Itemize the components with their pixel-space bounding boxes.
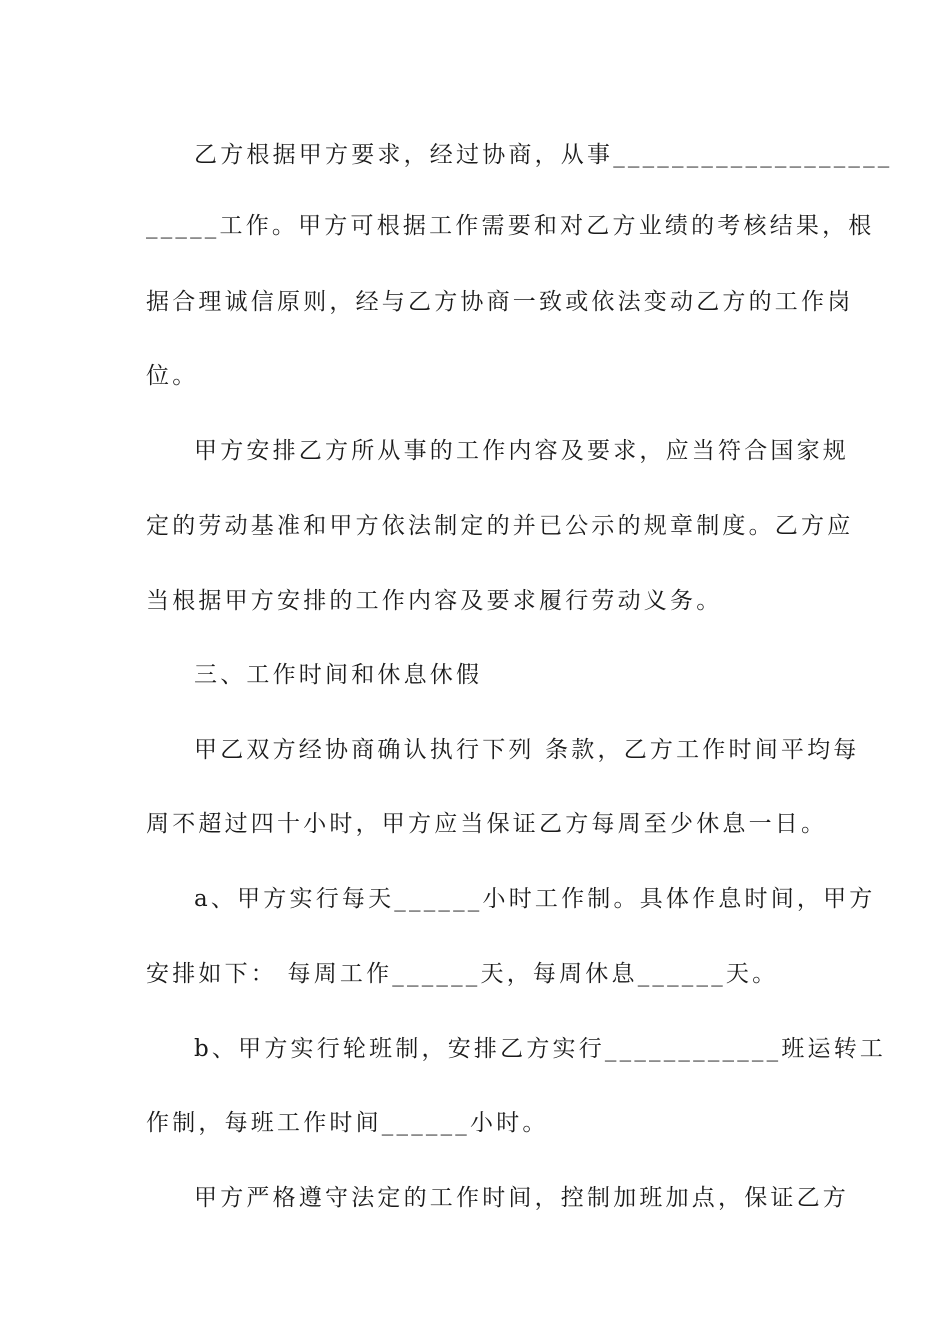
section-heading: 三、工作时间和休息休假: [194, 662, 483, 688]
paragraph-line: a、甲方实行每天______小时工作制。具体作息时间，甲方: [194, 886, 876, 912]
paragraph-line: 甲方严格遵守法定的工作时间，控制加班加点，保证乙方: [194, 1185, 849, 1211]
paragraph-line: 乙方根据甲方要求，经过协商，从事___________________: [194, 142, 893, 168]
paragraph-line: 位。: [146, 363, 199, 389]
paragraph-line: 作制，每班工作时间______小时。: [146, 1110, 549, 1136]
paragraph-line: 甲乙双方经协商确认执行下列 条款，乙方工作时间平均每: [194, 737, 860, 763]
paragraph-line: _____工作。甲方可根据工作需要和对乙方业绩的考核结果，根: [146, 213, 875, 239]
paragraph-line: 当根据甲方安排的工作内容及要求履行劳动义务。: [146, 588, 723, 614]
paragraph-line: b、甲方实行轮班制，安排乙方实行____________班运转工: [194, 1036, 887, 1062]
paragraph-line: 周不超过四十小时，甲方应当保证乙方每周至少休息一日。: [146, 811, 828, 837]
paragraph-line: 据合理诚信原则，经与乙方协商一致或依法变动乙方的工作岗: [146, 289, 854, 315]
paragraph-line: 甲方安排乙方所从事的工作内容及要求，应当符合国家规: [194, 438, 849, 464]
paragraph-line: 安排如下： 每周工作______天，每周休息______天。: [146, 961, 779, 987]
paragraph-line: 定的劳动基准和甲方依法制定的并已公示的规章制度。乙方应: [146, 513, 854, 539]
